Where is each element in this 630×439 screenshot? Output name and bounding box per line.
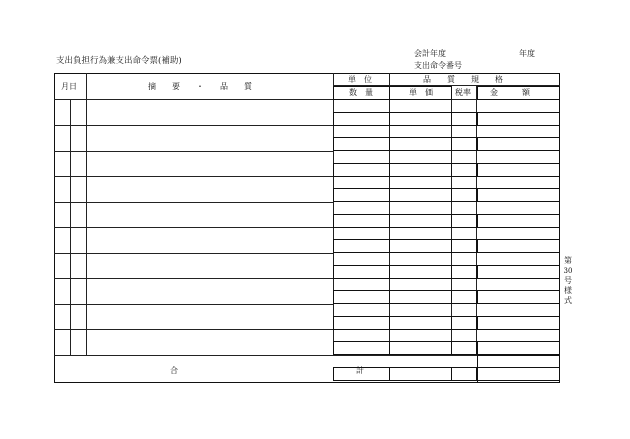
total-amount-box[interactable] bbox=[477, 355, 560, 383]
tax-rate-cell[interactable] bbox=[451, 367, 477, 381]
quantity-cell[interactable] bbox=[333, 239, 390, 253]
amount-cell[interactable] bbox=[477, 316, 560, 330]
total-label-left: 合 bbox=[170, 366, 178, 375]
amount-cell[interactable] bbox=[477, 239, 560, 253]
unit-price-cell[interactable] bbox=[389, 137, 452, 151]
row-divider bbox=[54, 202, 333, 203]
row-divider bbox=[54, 227, 333, 228]
unit-price-cell[interactable] bbox=[389, 341, 452, 355]
tax-rate-cell[interactable] bbox=[451, 265, 477, 279]
tax-rate-cell[interactable] bbox=[451, 137, 477, 151]
row-divider bbox=[54, 278, 333, 279]
unit-price-cell[interactable] bbox=[389, 239, 452, 253]
row-divider bbox=[54, 176, 333, 177]
amount-cell[interactable] bbox=[477, 265, 560, 279]
year-suffix: 年度 bbox=[519, 49, 535, 58]
quantity-cell[interactable] bbox=[333, 163, 390, 177]
row-divider bbox=[54, 329, 333, 330]
unit-price-cell[interactable] bbox=[389, 316, 452, 330]
fiscal-year-label: 会計年度 bbox=[414, 49, 446, 58]
header-unit-price: 単 価 bbox=[409, 88, 433, 97]
form-title: 支出負担行為兼支出命令票(補助) bbox=[56, 56, 182, 66]
amount-cell[interactable] bbox=[477, 290, 560, 304]
unit-price-cell[interactable] bbox=[389, 214, 452, 228]
quantity-cell[interactable] bbox=[333, 112, 390, 126]
tax-rate-cell[interactable] bbox=[451, 239, 477, 253]
tax-rate-cell[interactable] bbox=[451, 214, 477, 228]
side-form-number: 第 30 号 様 式 bbox=[563, 256, 573, 305]
quantity-cell[interactable] bbox=[333, 341, 390, 355]
col-line-day bbox=[86, 73, 87, 355]
tax-rate-cell[interactable] bbox=[451, 112, 477, 126]
header-month-day: 月日 bbox=[61, 82, 77, 91]
unit-price-cell[interactable] bbox=[389, 163, 452, 177]
row-divider bbox=[54, 304, 333, 305]
order-number-label: 支出命令番号 bbox=[414, 61, 462, 70]
header-spec-group: 品 質 規 格 bbox=[423, 75, 503, 84]
unit-price-cell[interactable] bbox=[389, 367, 452, 381]
row-divider bbox=[54, 253, 333, 254]
amount-cell[interactable] bbox=[477, 341, 560, 355]
header-summary: 摘 要 ・ 品 質 bbox=[148, 82, 252, 91]
quantity-cell[interactable] bbox=[333, 265, 390, 279]
quantity-cell[interactable] bbox=[333, 188, 390, 202]
tax-rate-cell[interactable] bbox=[451, 163, 477, 177]
unit-price-cell[interactable] bbox=[389, 188, 452, 202]
quantity-cell[interactable] bbox=[333, 214, 390, 228]
header-tax-rate: 税率 bbox=[455, 88, 471, 97]
header-amount: 金 額 bbox=[490, 88, 530, 97]
amount-cell[interactable] bbox=[477, 163, 560, 177]
row-divider bbox=[54, 125, 333, 126]
unit-price-cell[interactable] bbox=[389, 112, 452, 126]
unit-price-cell[interactable] bbox=[389, 290, 452, 304]
unit-price-cell[interactable] bbox=[389, 265, 452, 279]
tax-rate-cell[interactable] bbox=[451, 290, 477, 304]
row-divider bbox=[54, 151, 333, 152]
header-quantity: 数 量 bbox=[349, 88, 373, 97]
amount-cell[interactable] bbox=[477, 112, 560, 126]
tax-rate-cell[interactable] bbox=[451, 341, 477, 355]
tax-rate-cell[interactable] bbox=[451, 316, 477, 330]
amount-cell[interactable] bbox=[477, 137, 560, 151]
amount-cell[interactable] bbox=[477, 214, 560, 228]
quantity-cell[interactable] bbox=[333, 316, 390, 330]
header-unit-group: 単 位 bbox=[348, 75, 372, 84]
quantity-cell[interactable] bbox=[333, 290, 390, 304]
quantity-cell[interactable] bbox=[333, 137, 390, 151]
amount-cell[interactable] bbox=[477, 188, 560, 202]
tax-rate-cell[interactable] bbox=[451, 188, 477, 202]
total-label-right: 計 bbox=[356, 366, 364, 375]
